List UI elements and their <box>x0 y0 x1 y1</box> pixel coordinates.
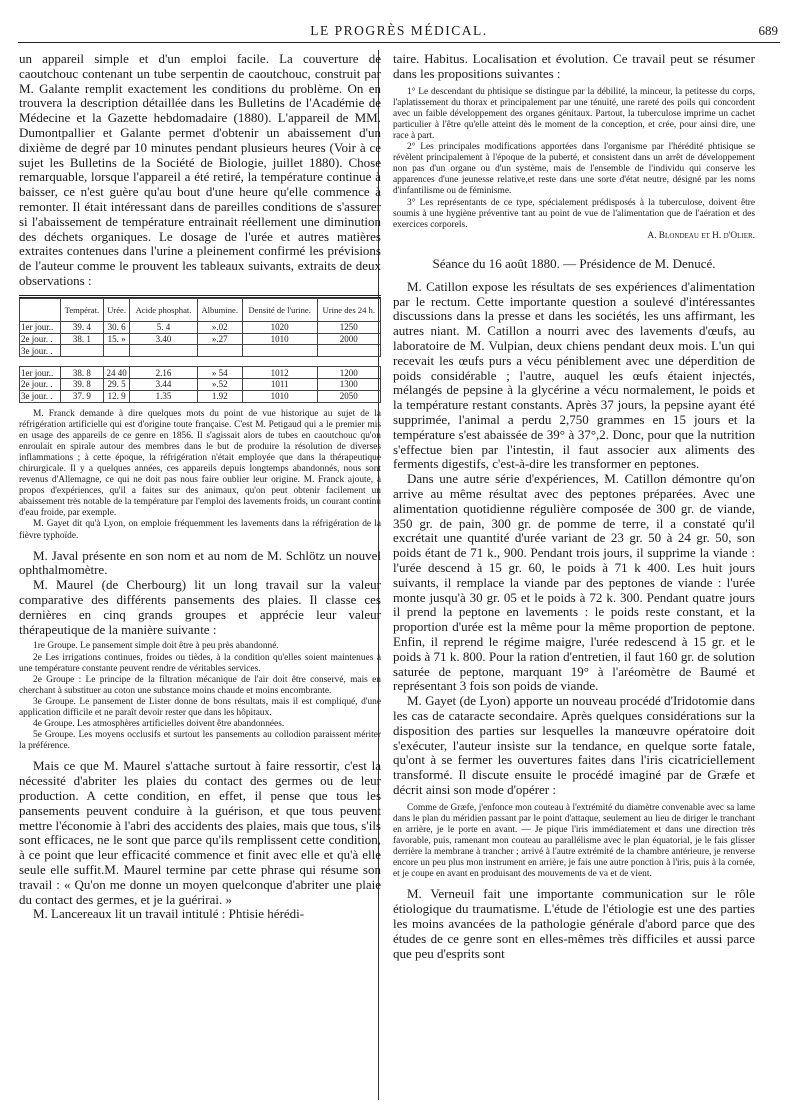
table-cell: 3e jour. . <box>20 345 61 357</box>
table-cell <box>197 345 242 357</box>
table-cell: 1020 <box>242 321 317 333</box>
paragraph-catillon-peptones: Dans une autre série d'expériences, M. Catillon démontre qu'on arrive au même résultat avec des peptones préparées. Avec une alimentation quotidienne régulière composée de 300 gr. de viande, 350 gr. de pain, 300 gr. de pomme de terre, il a constaté qu'il excrétait une quantité d'urée variant de 23 gr. 50 à 24 gr. 50, son poids étant de 71 k., 900. Pendant trois jours, il supprime la viande : l'urée descend à 15 gr. 60, le poids à 71 k 400. Les huit jours suivants, il remplace la viande par des peptones de viande : l'urée monte jusqu'à 30 gr. 05 et le poids à 72 k. 300. Pendant quatre jours il prend la peptone en lavements : le poids reste constant, et la proportion d'urée est la même pour la même proportion de peptone. Enfin, il reprend le régime maigre, l'urée redescend à 15 gr. et le poids à 71 k. 800. Pour la ration d'entretien, il faut 160 gr. de solution saturée de peptone, marquant 19° à l'aréomètre de Baumé et représentant 3 fois son poids de viande. <box>393 471 755 694</box>
running-header <box>18 20 780 43</box>
small-paragraph-gayet: M. Gayet dit qu'à Lyon, on emploie fréquemment les lavements dans la réfrigération de la fièvre typhoïde. <box>19 519 381 541</box>
page-number: 689 <box>758 23 778 38</box>
table-cell <box>242 345 317 357</box>
group-item: 2e Groupe : Le principe de la filtration mécanique de l'air doit être conservé, mais en cherchant à substituer au coton une substance moins chaude et moins encombrante. <box>19 674 381 696</box>
table-cell: 2e jour. . <box>20 378 61 390</box>
table-cell: 1.92 <box>197 390 242 402</box>
table-cell: 3e jour. . <box>20 390 61 402</box>
proposition-item: 3° Les représentants de ce type, spécialement prédisposés à la tuberculose, doivent être soumis à une hygiène préventive tant au point de vue de l'alimentation que de l'aération et des exercices corporels. <box>393 197 755 230</box>
table-cell: 1er jour.. <box>20 367 61 379</box>
table-cell: 2000 <box>317 333 380 345</box>
small-paragraph-franck: M. Franck demande à dire quelques mots du point de vue historique au sujet de la réfrigération artificielle qui est d'origine toute française. C'est M. Petigaud qui a le premier mis en usage des appareils de ce genre en 1856. Il s'agissait alors de tubes en caoutchouc qu'on enroulait en spirale autour des membres dans le but de produire la résolution de diverses inflammations ; à cette époque, la réfrigération n'était employée que dans la thérapeutique chirurgicale. Il y a quelques années, ces appareils depuis longtemps abandonnés, nous sont revenus d'Allemagne, ce qui ne doit pas nous faire oublier leur origine. M. Franck ajoute, à propos d'expériences, qu'il a faites sur des animaux, qu'on peut obtenir facilement un abaissement très notable de la température par l'emploi des lavements froids, un courant continu d'eau froide, par exemple. <box>19 408 381 519</box>
table-cell: 1300 <box>317 378 380 390</box>
table-cell: 38. 8 <box>61 367 104 379</box>
table-header-cell: Urée. <box>103 298 130 321</box>
paragraph-catillon: M. Catillon expose les résultats de ses expériences d'alimentation par le rectum. Cette importante question a soulevé d'intéressantes discussions dans la presse et dans les sociétés, les uns affirmant, les autres niant. M. Catillon a nourri avec des lavements d'œufs, au laboratoire de M. Vulpian, deux chiens pendant deux mois. L'un qui recevait les œufs purs a vécu péniblement avec une déperdition de poids considérable ; l'autre, auquel les œufs étaient injectés, mélangés de pepsine à la glycérine a vécu normalement, le poids et la température restant constants. Après 37 jours, la pepsine ayant été supprimée, l'animal a perdu 2,750 grammes en 15 jours et la température s'est abaissée de 39° à 37°,2. Donc, pour que la nutrition s'effectue bien par l'intestin, il faut associer aux aliments des ferments digestifs, c'est-à-dire les transformer en peptones. <box>393 278 755 472</box>
table-cell: 1250 <box>317 321 380 333</box>
table-cell <box>317 345 380 357</box>
table-cell: 5. 4 <box>130 321 197 333</box>
table-cell: 2e jour. . <box>20 333 61 345</box>
table-cell: 1010 <box>242 333 317 345</box>
table-header-cell: Albumine. <box>197 298 242 321</box>
table-row <box>20 345 381 357</box>
table-cell: 37. 9 <box>61 390 104 402</box>
table-cell: 2050 <box>317 390 380 402</box>
table-cell: 29. 5 <box>103 378 130 390</box>
table-header-cell <box>20 298 61 321</box>
table-cell: 1.35 <box>130 390 197 402</box>
group-item: 2e Les irrigations continues, froides ou tièdes, à la condition qu'elles soient maintenues à une température constante peuvent rendre de véritables services. <box>19 652 381 674</box>
proposition-item: 1° Le descendant du phtisique se distingue par la débilité, la minceur, la petitesse du corps, l'aplatissement du thorax et principalement par une ténuité, une rareté des poils qui concordent avec un faible développement des organes génitaux. Partout, la tuberculose imprime un cachet particulier à l'être qu'elle atteint dès le moment de la conception, et crée, pour ainsi dire, une race à part. <box>393 86 755 141</box>
table-cell: 3.44 <box>130 378 197 390</box>
small-paragraph-procedure: Comme de Græfe, j'enfonce mon couteau à l'extrémité du diamètre convenable avec sa lame dans le plan du méridien passant par le point d'attaque, seulement au lieu de diriger le tranchant en arrière, je le porte en avant. — Je pique l'iris immédiatement et dans une direction très favorable, puis, ramenant mon couteau au parallélisme avec le plan équatorial, je le fais glisser derrière la membrane à trancher ; arrivé à l'autre extrémité de la chambre antérieure, je renverse encore un peu plus mon instrument en arrière, je fais une autre ponction à l'iris, puis à la cornée, et je coupe en avant en produisant des mouvements de va et de vient. <box>393 802 755 880</box>
table-row <box>20 390 381 402</box>
table-header-cell: Températ. <box>61 298 104 321</box>
paragraph-lancereaux-continued: taire. Habitus. Localisation et évolution. Ce travail peut se résumer dans les propositions suivantes : <box>393 52 755 81</box>
group-item: 3e Groupe. Le pansement de Lister donne de bons résultats, mais il est compliqué, d'une application difficile et ne paraît devoir rester que dans les hôpitaux. <box>19 696 381 718</box>
left-column <box>19 52 381 1102</box>
signature: A. Blondeau et H. d'Olier. <box>647 230 755 241</box>
table-row <box>20 321 381 333</box>
paragraph-lancereaux: M. Lancereaux lit un travail intitulé : Phtisie hérédi- <box>33 906 305 922</box>
table-row <box>20 333 381 345</box>
paragraph-javal: M. Javal présente en son nom et au nom de M. Schlötz un nouvel ophthalmomètre. <box>19 547 381 578</box>
table-cell: 24 40 <box>103 367 130 379</box>
table-cell <box>130 345 197 357</box>
table-cell: ».27 <box>197 333 242 345</box>
right-column <box>393 52 755 1102</box>
table-cell: ».52 <box>197 378 242 390</box>
table-cell: 1200 <box>317 367 380 379</box>
table-cell <box>103 345 130 357</box>
paragraph-maurel-conclusion: Mais ce que M. Maurel s'attache surtout à faire ressortir, c'est la nécessité d'abriter les plaies du contact des germes ou de leur production. A cette condition, en effet, il pense que tous les pansements peuvent conduire à la guérison, et que tous peuvent mettre l'économie à l'abri des accidents des plaies, mais que tous, s'ils sont efficaces, ne le sont que parce qu'ils remplissent cette condition, à ce point que leur efficacité commence et finit avec elle et qu'à elle seule elle suffit.M. Maurel termine par cette phrase qui résume son travail : « Qu'on me donne un moyen quelconque d'abriter une plaie du contact des germes, et je la guérirai. » <box>19 758 381 907</box>
table-cell: 1er jour.. <box>20 321 61 333</box>
table-cell: 39. 4 <box>61 321 104 333</box>
observation-table <box>19 298 381 403</box>
table-cell: 3.40 <box>130 333 197 345</box>
table-cell: » 54 <box>197 367 242 379</box>
paragraph-verneuil: M. Verneuil fait une importante communication sur le rôle étiologique du traumatisme. L'étude de l'étiologie est une des parties les moins avancées de la pathologie générale d'abord parce que des études de ce genre sont en elles-mêmes très difficiles et aussi parce que peu d'esprits sont <box>393 886 755 961</box>
table-header-row <box>20 298 381 321</box>
table-cell: ».02 <box>197 321 242 333</box>
group-item: 4e Groupe. Les atmosphères artificielles doivent être abandonnées. <box>33 719 285 730</box>
proposition-item: 2° Les principales modifications apportées dans l'organisme par l'hérédité phtisique se révèlent principalement à l'époque de la puberté, et consistent dans un arrêt de développement non pas d'un organe ou d'un système, mais de l'ensemble de l'individu qui conserve les apparences d'une jeunesse relative,et reste dans une sorte d'état neutre, désigné par les noms d'infantilisme ou de féminisme. <box>393 142 755 197</box>
table-cell <box>61 345 104 357</box>
table-cell: 12. 9 <box>103 390 130 402</box>
group-item: 5e Groupe. Les moyens occlusifs et surtout les pansements au collodion paraissent mériter la préférence. <box>19 730 381 752</box>
table-cell: 1010 <box>242 390 317 402</box>
paragraph-gayet-iridotomy: M. Gayet (de Lyon) apporte un nouveau procédé d'Iridotomie dans les cas de cataracte secondaire. Après quelques considérations sur la disposition des parties sur lesquelles la manœuvre opératoire doit s'exécuter, l'auteur insiste sur la tendance, en quelque sorte fatale, qu'ont à se fermer les ouvertures faites dans l'iris cicatriciellement transformé. Il discute ensuite le procédé imaginé par de Græfe et décrit ainsi son mode d'opérer : <box>393 693 755 797</box>
table-cell: 39. 8 <box>61 378 104 390</box>
table-cell: 30. 6 <box>103 321 130 333</box>
table-header-cell: Densité de l'urine. <box>242 298 317 321</box>
table-header-cell: Acide phosphat. <box>130 298 197 321</box>
table-cell: 2.16 <box>130 367 197 379</box>
table-cell: 1012 <box>242 367 317 379</box>
paragraph-maurel: M. Maurel (de Cherbourg) lit un long travail sur la valeur comparative des différents pansements des plaies. Il classe ces dernières en cinq grands groupes et apprécie leur valeur thérapeutique de la manière suivante : <box>19 577 381 637</box>
table-cell: 1011 <box>242 378 317 390</box>
session-heading: Séance du 16 août 1880. — Présidence de M. Denucé. <box>432 255 716 271</box>
table-cell: 15. » <box>103 333 130 345</box>
table-separator <box>20 357 381 367</box>
paragraph-refrigeration-apparatus: un appareil simple et d'un emploi facile. La couverture de caoutchouc contenant un tube serpentin de caoutchouc, construit par M. Galante remplit exactement les conditions du problème. On en trouvera la description détaillée dans les Bulletins de l'Académie de Médecine et la Gazette hebdomadaire (1880). L'appareil de MM. Dumontpallier et Galante permet d'obtenir un abaissement d'un dixième de degré par 10 minutes pendant plusieurs heures (Voir à ce sujet les Bulletins de la Société de Biologie, juillet 1880). Chose remarquable, lorsque l'appareil a été retiré, la température continue à baisser, ce n'est guère qu'au bout d'une heure qu'elle commence à remonter. Il était intéressant dans de pareilles conditions de s'assurer si l'abaissement de température entrainait réellement une diminution des déchets organiques. Le dosage de l'urée et autres matières extraites contenues dans l'urine a pleinement confirmé les prévisions de l'auteur comme le prouvent les tableaux suivants, extraits de deux observations : <box>19 52 381 288</box>
group-item: 1re Groupe. Le pansement simple doit être à peu près abandonné. <box>33 641 279 652</box>
journal-title: LE PROGRÈS MÉDICAL. <box>310 23 488 38</box>
table-cell: 38. 1 <box>61 333 104 345</box>
table-header-cell: Urine des 24 h. <box>317 298 380 321</box>
table-row <box>20 367 381 379</box>
table-row <box>20 378 381 390</box>
